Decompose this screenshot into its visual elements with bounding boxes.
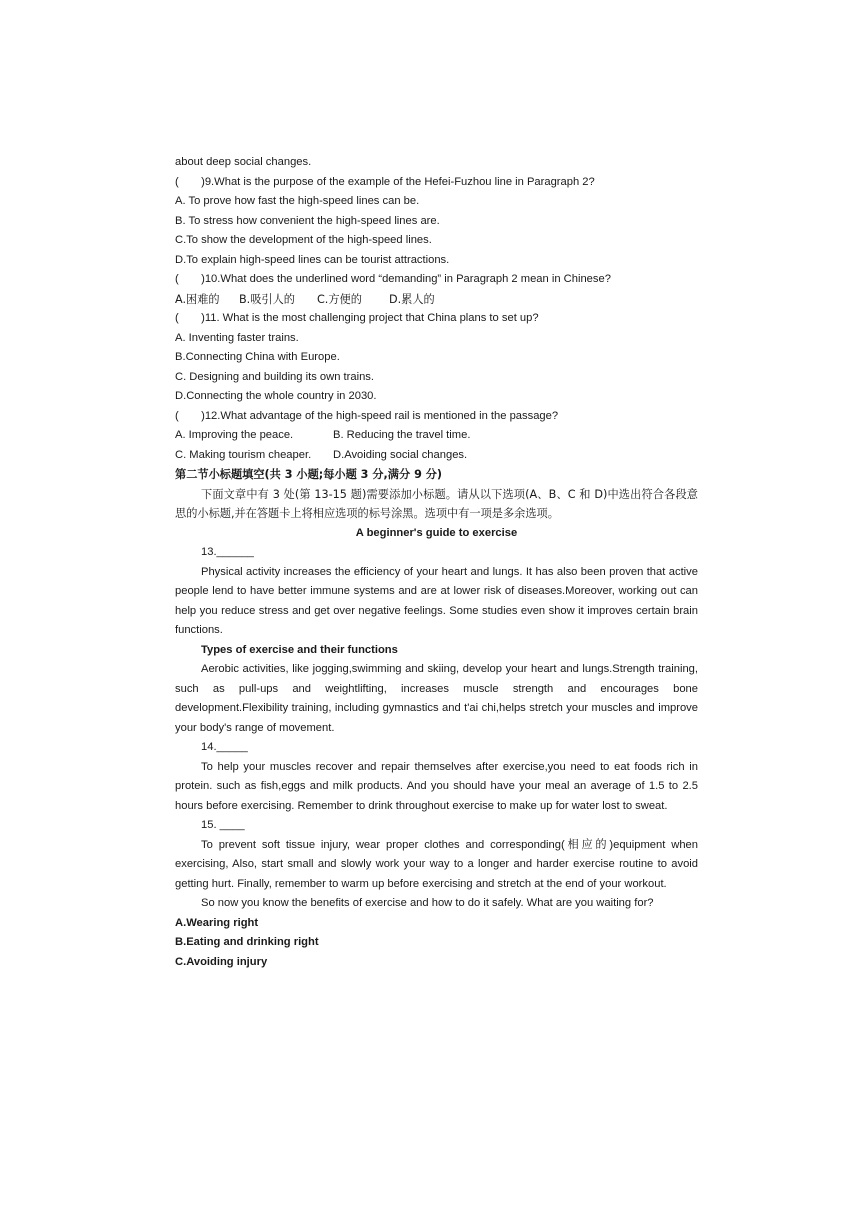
question-12-prompt: ( )12.What advantage of the high-speed rail is mentioned in the passage? (175, 409, 559, 422)
question-11-option-c: C. Designing and building its own trains. (175, 370, 374, 383)
question-10-option-b: B.吸引人的 (239, 292, 295, 306)
page-content (175, 153, 698, 972)
question-9-prompt: ( )9.What is the purpose of the example of the Hefei-Fuzhou line in Paragraph 2? (175, 175, 595, 188)
subheading-types: Types of exercise and their functions (201, 643, 398, 656)
question-12-option-a: A. Improving the peace. (175, 429, 294, 441)
question-11-option-a: A. Inventing faster trains. (175, 331, 299, 344)
passage-title: A beginner's guide to exercise (355, 526, 518, 539)
question-10-prompt: ( )10.What does the underlined word “demanding” in Paragraph 2 mean in Chinese? (175, 273, 611, 285)
question-10-option-c: C.方便的 (317, 292, 362, 306)
question-10-option-d: D.累人的 (389, 292, 435, 306)
question-12-option-b: B. Reducing the travel time. (333, 429, 471, 441)
paragraph-5: So now you know the benefits of exercise and how to do it safely. What are you waiting for? (201, 897, 654, 909)
heading-option-b: B.Eating and drinking right (175, 936, 319, 948)
question-11-prompt: ( )11. What is the most challenging project that China plans to set up? (175, 312, 539, 324)
question-9-option-c: C.To show the development of the high-speed lines. (175, 234, 432, 246)
section-title: 第二节小标题填空(共 3 小题;每小题 3 分,满分 9 分) (175, 468, 443, 481)
paragraph-2: Aerobic activities, like jogging,swimming and skiing, develop your heart and lungs.Strength training, such as pull-ups and weightlifting, increases muscle strength and encourages bone development.Flexibility training, including gymnastics and t'ai chi,helps stretch your muscles and improve your body's range of movement. (175, 663, 698, 734)
blank-13: 13.______ (201, 546, 254, 558)
lead-text: about deep social changes. (175, 156, 312, 168)
question-12-options-row-2 (175, 446, 698, 466)
question-12-option-d: D.Avoiding social changes. (333, 448, 468, 461)
paragraph-4: To prevent soft tissue injury, wear proper clothes and corresponding(相应的)equipment when exercising, Also, start small and slowly work your way to a longer and harder exercise routine to avoid getting hurt. Finally, remember to warm up before exercising and stretch at the end of your workout. (175, 838, 698, 890)
question-10-option-a: A.困难的 (175, 292, 220, 306)
question-9-option-b: B. To stress how convenient the high-speed lines are. (175, 214, 440, 227)
question-9-option-d: D.To explain high-speed lines can be tourist attractions. (175, 253, 450, 266)
section-instructions: 下面文章中有 3 处(第 13-15 题)需要添加小标题。请从以下选项(A、B、C 和 D)中选出符合各段意思的小标题,并在答题卡上将相应选项的标号涂黑。选项中有一项是多余选项。 (175, 487, 698, 520)
paragraph-3: To help your muscles recover and repair themselves after exercise,you need to eat foods rich in protein. such as fish,eggs and milk products. And you should have your meal an average of 1.5 to 2.5 hours before exercising. Remember to drink throughout exercise to make up for water lost to sweat. (175, 760, 698, 812)
question-12-options-row-1 (175, 426, 698, 446)
heading-option-c: C.Avoiding injury (175, 955, 268, 968)
question-9-option-a: A. To prove how fast the high-speed lines can be. (175, 195, 420, 207)
paragraph-1: Physical activity increases the efficiency of your heart and lungs. It has also been proven that active people lend to have better immune systems and are at lower risk of diseases.Moreover, working out can help you reduce stress and get over negative feelings. Some studies even show it improves certain brain functions. (175, 565, 698, 636)
question-11-option-d: D.Connecting the whole country in 2030. (175, 390, 377, 402)
question-11-option-b: B.Connecting China with Europe. (175, 351, 340, 363)
question-10-options (175, 290, 698, 310)
blank-14: 14._____ (201, 741, 248, 753)
question-12-option-c: C. Making tourism cheaper. (175, 448, 312, 461)
blank-15: 15. ____ (201, 819, 245, 831)
heading-option-a: A.Wearing right (175, 916, 259, 929)
